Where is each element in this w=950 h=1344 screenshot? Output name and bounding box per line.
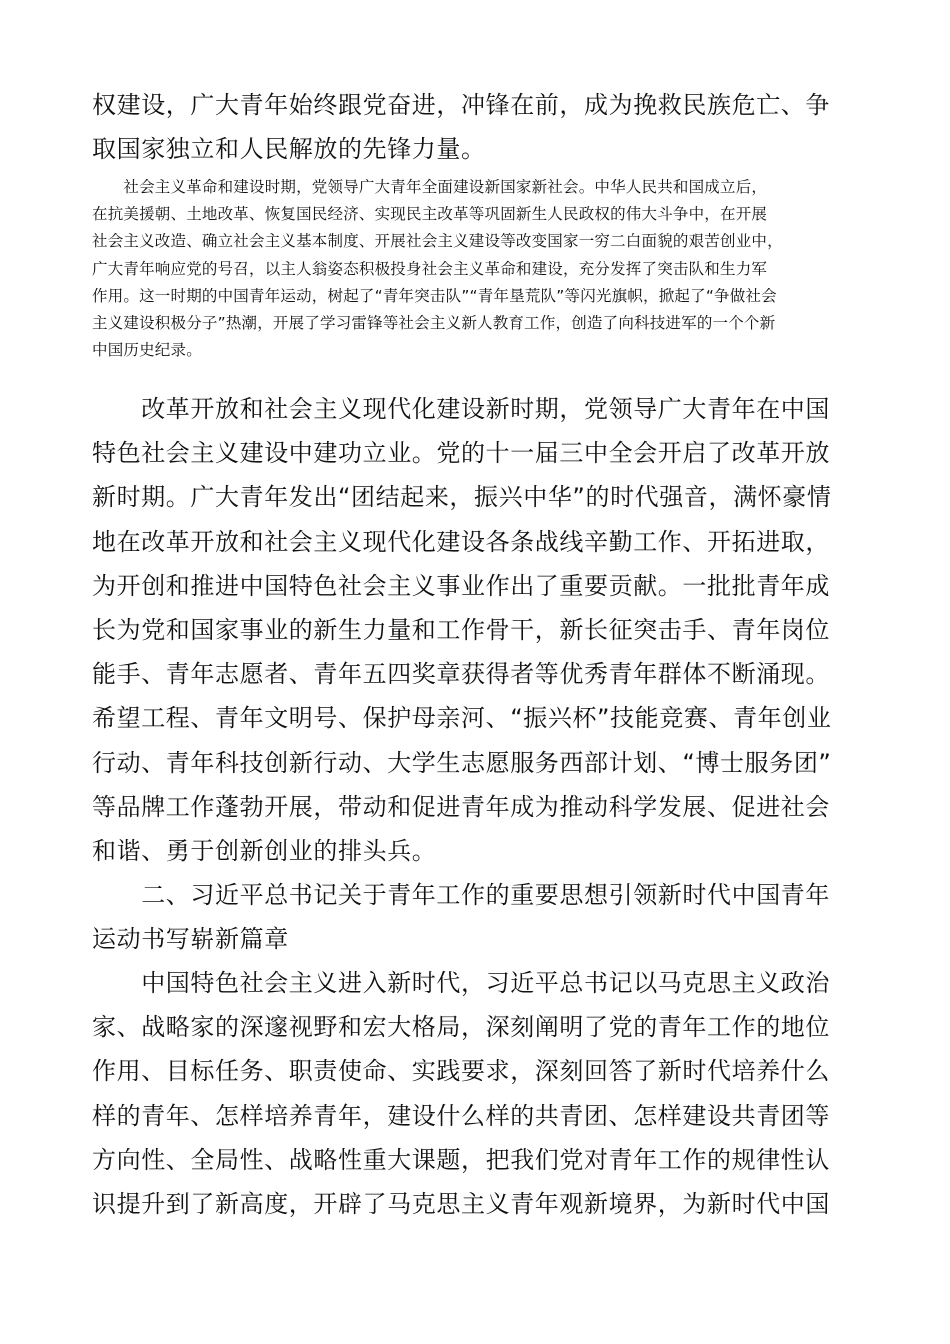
text-line: 能手、青年志愿者、青年五四奖章获得者等优秀青年群体不断涌现。: [92, 660, 830, 689]
text-line: 和谐、勇于创新创业的排头兵。: [92, 837, 437, 866]
text-line: 中国历史纪录。: [92, 341, 202, 360]
text-line: 希望工程、青年文明号、保护母亲河、“振兴杯”技能竞赛、青年创业: [92, 704, 832, 733]
text-line: 主义建设积极分子”热潮，开展了学习雷锋等社会主义新人教育工作，创造了向科技进军的一个个新: [92, 314, 776, 333]
heading-line: 运动书写崭新篇章: [92, 925, 289, 954]
text-line: 社会主义革命和建设时期，党领导广大青年全面建设新国家新社会。中华人民共和国成立后，: [92, 178, 768, 196]
text-line: 作用、目标任务、职责使命、实践要求，深刻回答了新时代培养什么: [92, 1057, 830, 1086]
paragraph-socialist-construction: [92, 174, 783, 364]
text-line: 广大青年响应党的号召，以主人翁姿态积极投身社会主义革命和建设，充分发挥了突击队和生力军: [92, 259, 768, 278]
text-line: 样的青年、怎样培养青年，建设什么样的共青团、怎样建设共青团等: [92, 1101, 830, 1130]
text-line: 特色社会主义建设中建功立业。党的十一届三中全会开启了改革开放: [92, 439, 830, 468]
section-heading: [92, 873, 830, 961]
text-line: 社会主义改造、确立社会主义基本制度、开展社会主义建设等改变国家一穷二白面貌的艰苦创业中，: [92, 232, 783, 251]
text-line: 取国家独立和人民解放的先锋力量。: [92, 135, 486, 164]
paragraph-new-era: [92, 961, 830, 1226]
heading-line: 二、习近平总书记关于青年工作的重要思想引领新时代中国青年: [92, 881, 830, 909]
text-line: 中国特色社会主义进入新时代，习近平总书记以马克思主义政治: [92, 969, 830, 997]
text-line: 改革开放和社会主义现代化建设新时期，党领导广大青年在中国: [92, 395, 830, 423]
text-line: 行动、青年科技创新行动、大学生志愿服务西部计划、“博士服务团”: [92, 748, 832, 777]
text-line: 在抗美援朝、土地改革、恢复国民经济、实现民主改革等巩固新生人民政权的伟大斗争中，在开展: [92, 205, 768, 224]
text-line: 权建设，广大青年始终跟党奋进，冲锋在前，成为挽救民族危亡、争: [92, 91, 830, 119]
text-line: 等品牌工作蓬勃开展，带动和促进青年成为推动科学发展、促进社会: [92, 792, 830, 821]
text-line: 家、战略家的深邃视野和宏大格局，深刻阐明了党的青年工作的地位: [92, 1013, 830, 1042]
text-line: 为开创和推进中国特色社会主义事业作出了重要贡献。一批批青年成: [92, 571, 830, 600]
text-line: 方向性、全局性、战略性重大课题，把我们党对青年工作的规律性认: [92, 1145, 830, 1174]
text-line: 长为党和国家事业的新生力量和工作骨干，新长征突击手、青年岗位: [92, 616, 830, 645]
paragraph-revolution-period-end: [92, 83, 830, 171]
text-line: 新时期。广大青年发出“团结起来，振兴中华”的时代强音，满怀豪情: [92, 483, 832, 512]
text-line: 识提升到了新高度，开辟了马克思主义青年观新境界，为新时代中国: [92, 1190, 830, 1219]
text-line: 作用。这一时期的中国青年运动，树起了“青年突击队”“青年垦荒队”等闪光旗帜，掀起了“争做社会: [92, 286, 777, 305]
text-line: 地在改革开放和社会主义现代化建设各条战线辛勤工作、开拓进取，: [92, 527, 830, 556]
paragraph-reform-opening: [92, 387, 831, 873]
